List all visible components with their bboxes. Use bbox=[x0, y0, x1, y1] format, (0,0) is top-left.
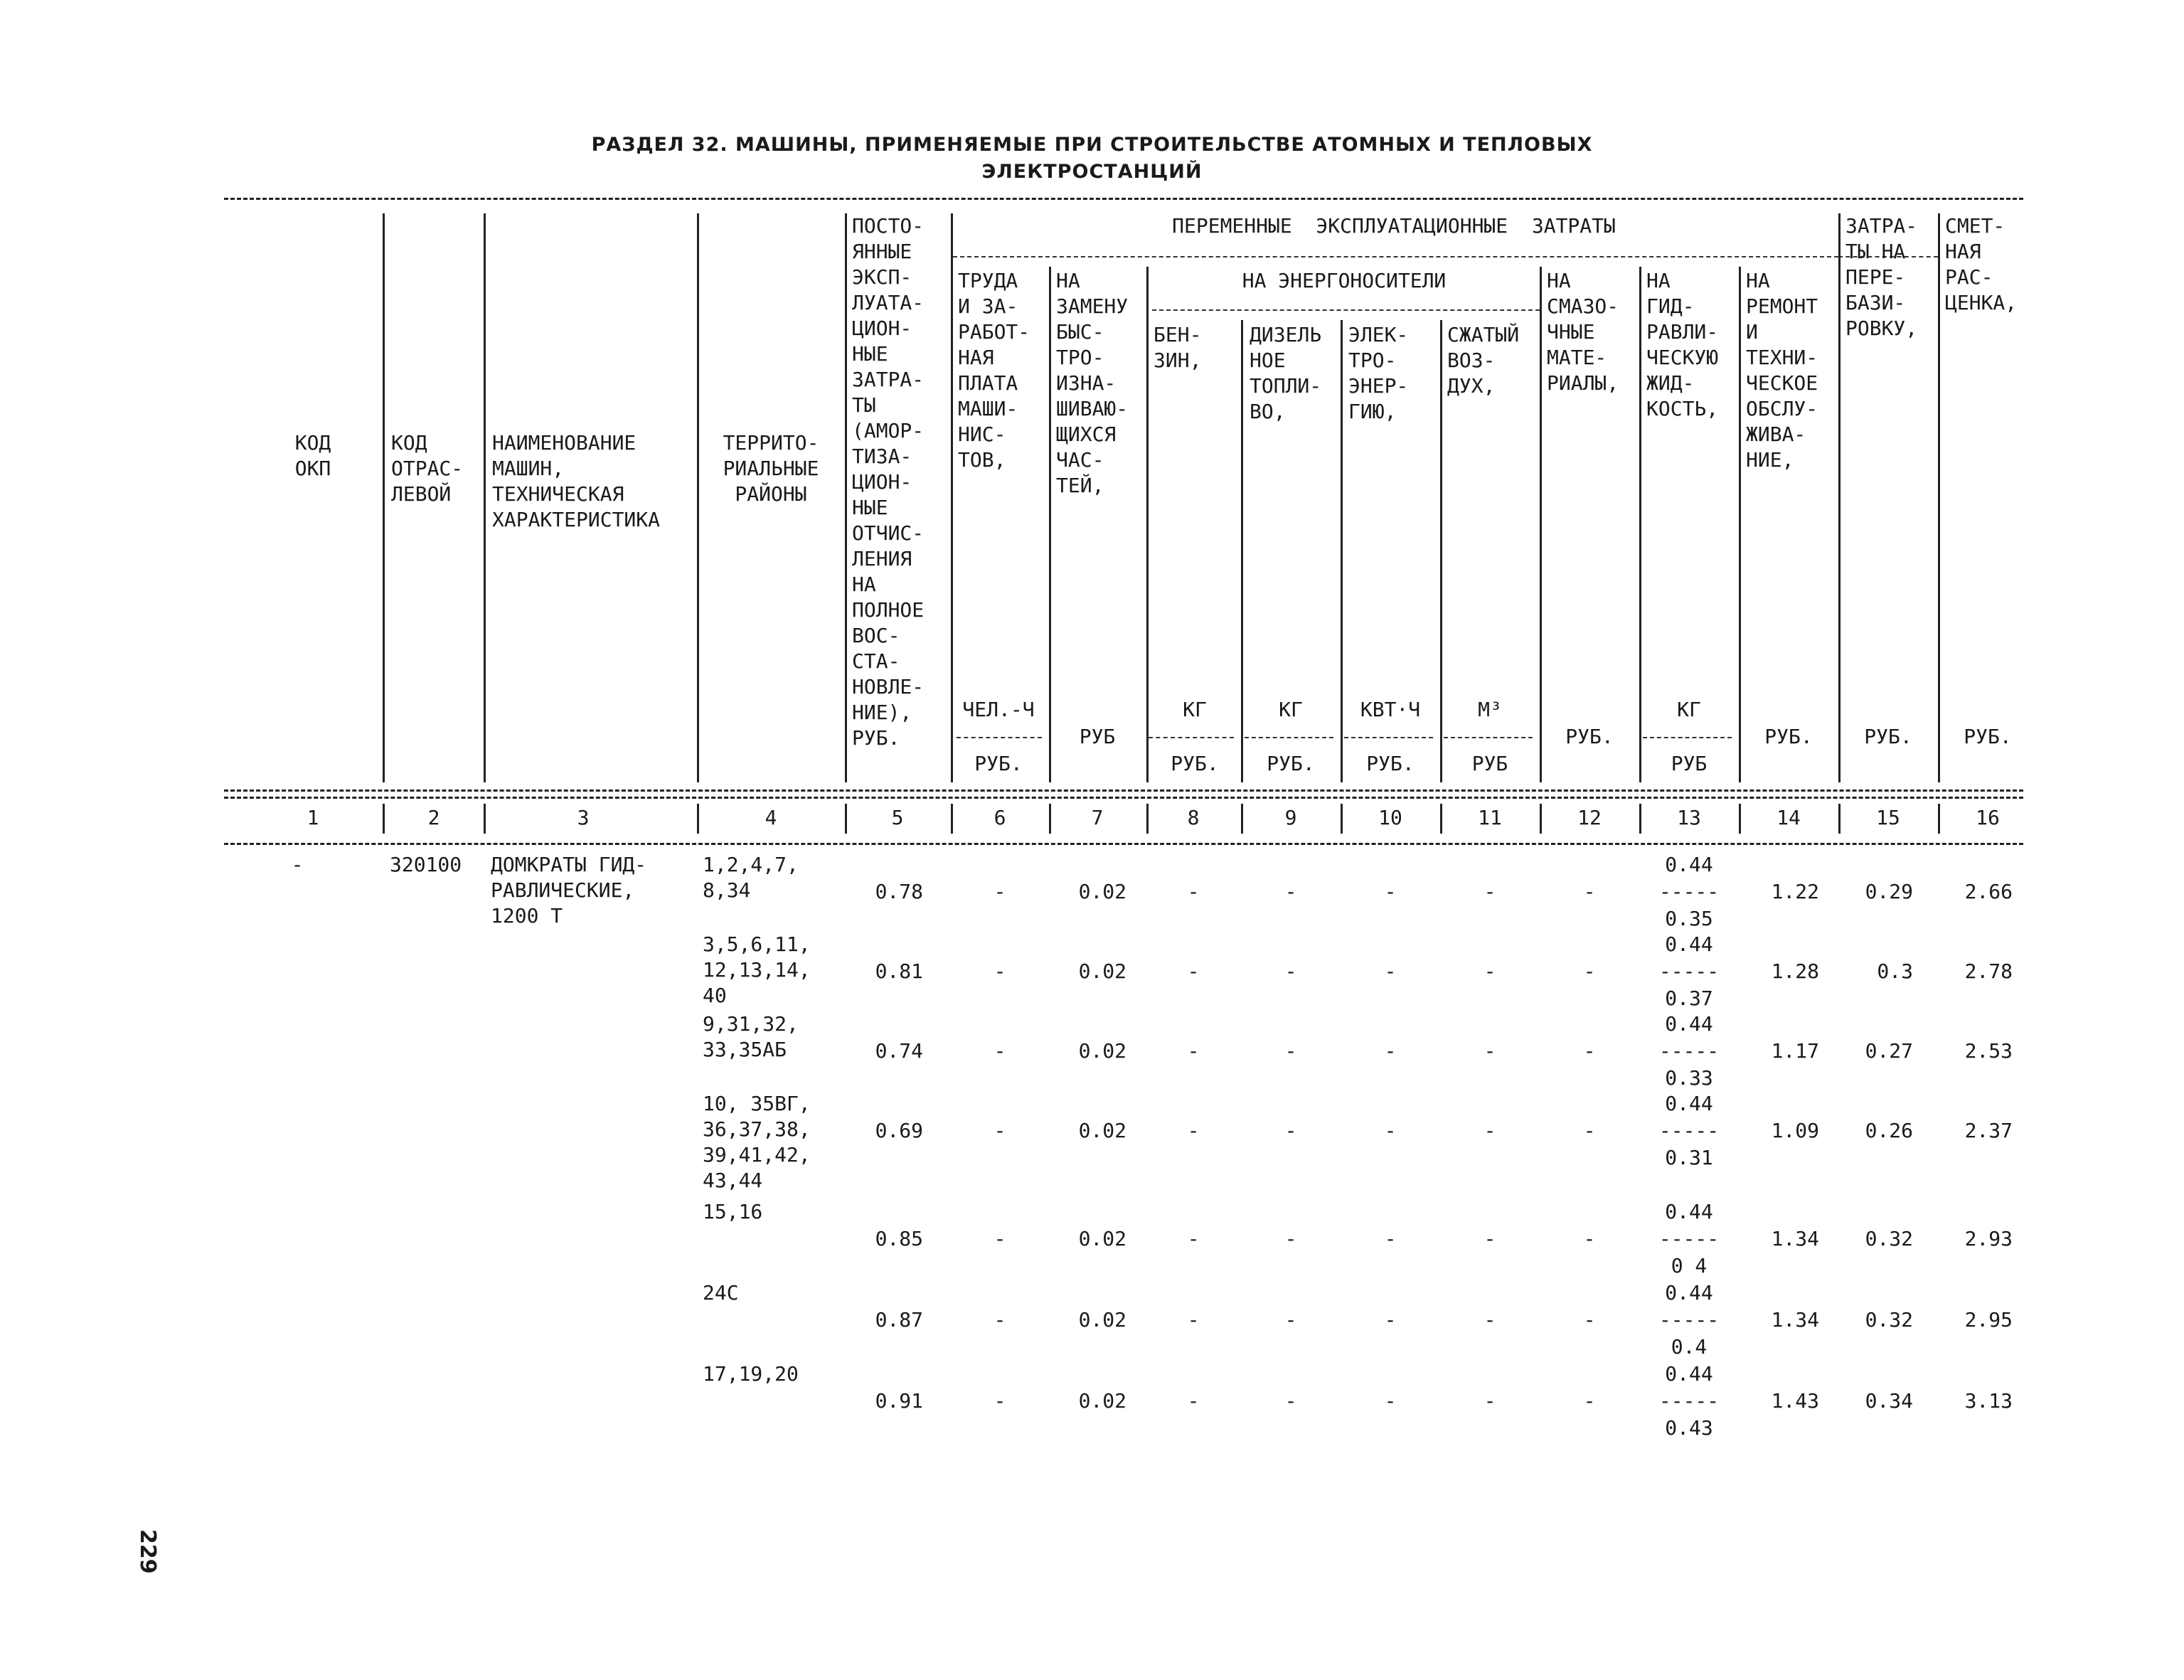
vline-numbers bbox=[1341, 804, 1343, 834]
row-trud: - bbox=[994, 1389, 1006, 1413]
row-gidr-top: 0.44 bbox=[1665, 853, 1713, 876]
row-gidr-line: ----- bbox=[1658, 1389, 1720, 1413]
row-regions: 15,16 bbox=[703, 1200, 763, 1223]
row-remont: 1.34 bbox=[1771, 1308, 1819, 1331]
row-elektro: - bbox=[1384, 959, 1397, 983]
row-zamen: 0.02 bbox=[1078, 1039, 1126, 1063]
row-post: 0.74 bbox=[875, 1039, 923, 1063]
row-vozduh: - bbox=[1483, 1119, 1496, 1142]
vline-header bbox=[1739, 267, 1741, 782]
row-gidr-top: 0.44 bbox=[1665, 1281, 1713, 1304]
unit-kg-benzin: КГ bbox=[1183, 698, 1207, 721]
unit-rub-estimate: РУБ. bbox=[1964, 725, 2012, 748]
row-diesel: - bbox=[1284, 1119, 1297, 1142]
unit-kg-hydraulic: КГ bbox=[1677, 698, 1701, 721]
row-vozduh: - bbox=[1483, 880, 1496, 903]
unit-rub-benzin: РУБ. bbox=[1171, 752, 1219, 775]
vline-numbers bbox=[1739, 804, 1741, 834]
vline-header bbox=[845, 213, 847, 782]
row-vozduh: - bbox=[1483, 1308, 1496, 1331]
row-diesel: - bbox=[1284, 959, 1297, 983]
header-parts-unit: РУБ bbox=[1079, 725, 1116, 748]
row-zamen: 0.02 bbox=[1078, 1308, 1126, 1331]
row-smet: 2.53 bbox=[1964, 1039, 2013, 1063]
column-number: 1 bbox=[307, 806, 319, 829]
vline-numbers bbox=[1540, 804, 1542, 834]
vline-numbers bbox=[1440, 804, 1442, 834]
benzin-unit-rule bbox=[1149, 737, 1234, 738]
row-gidr-bot: 0.31 bbox=[1665, 1146, 1713, 1169]
header-labor: ТРУДА И ЗА- РАБОТ- НАЯ ПЛАТА МАШИ- НИС- ТОВ, bbox=[958, 269, 1030, 472]
header-territory: ТЕРРИТО- РИАЛЬНЫЕ РАЙОНЫ bbox=[723, 431, 819, 506]
row-gidr-top: 0.44 bbox=[1665, 932, 1713, 956]
vline-header bbox=[1241, 320, 1243, 782]
section-title-line-1: РАЗДЕЛ 32. МАШИНЫ, ПРИМЕНЯЕМЫЕ ПРИ СТРОИТЕЛЬСТВЕ АТОМНЫХ И ТЕПЛОВЫХ bbox=[591, 134, 1593, 156]
energy-subrule bbox=[1152, 309, 1540, 311]
unit-rub-diesel: РУБ. bbox=[1267, 752, 1315, 775]
row-smaz: - bbox=[1583, 1039, 1596, 1063]
row-elektro: - bbox=[1384, 880, 1397, 903]
header-bottom-rule-2 bbox=[224, 797, 2023, 799]
row-zamen: 0.02 bbox=[1078, 880, 1126, 903]
row-regions: 17,19,20 bbox=[703, 1362, 799, 1386]
header-kod-otraslevoy: КОД ОТРАС- ЛЕВОЙ bbox=[391, 431, 464, 506]
vline-header bbox=[1938, 213, 1940, 782]
row-post: 0.81 bbox=[875, 959, 923, 983]
row-trud: - bbox=[994, 1039, 1006, 1063]
row-vozduh: - bbox=[1483, 1039, 1496, 1063]
row-trud: - bbox=[994, 1227, 1006, 1250]
vline-numbers bbox=[1938, 804, 1940, 834]
row-gidr-line: ----- bbox=[1658, 1039, 1720, 1063]
header-air: СЖАТЫЙ ВОЗ- ДУХ, bbox=[1447, 323, 1520, 398]
column-numbers-rule bbox=[224, 843, 2023, 845]
row-gidr-bot: 0.37 bbox=[1665, 987, 1713, 1010]
vline-numbers bbox=[951, 804, 953, 834]
header-estimate: СМЕТ- НАЯ РАС- ЦЕНКА, bbox=[1945, 214, 2018, 314]
diesel-unit-rule bbox=[1245, 737, 1333, 738]
row-pereb: 0.34 bbox=[1865, 1389, 1913, 1413]
row-zamen: 0.02 bbox=[1078, 959, 1126, 983]
row-pereb: 0.32 bbox=[1865, 1308, 1913, 1331]
row-gidr-top: 0.44 bbox=[1665, 1362, 1713, 1386]
unit-m3: М³ bbox=[1478, 698, 1502, 721]
row-gidr-line: ----- bbox=[1658, 959, 1720, 983]
header-electro: ЭЛЕК- ТРО- ЭНЕР- ГИЮ, bbox=[1348, 323, 1409, 423]
vline-numbers bbox=[845, 804, 847, 834]
row-pereb: 0.29 bbox=[1865, 880, 1913, 903]
vline-header bbox=[1341, 320, 1343, 782]
gidr-unit-rule bbox=[1643, 737, 1732, 738]
header-hydraulic-fluid: НА ГИД- РАВЛИ- ЧЕСКУЮ ЖИД- КОСТЬ, bbox=[1646, 269, 1719, 420]
row-regions: 10, 35ВГ, 36,37,38, 39,41,42, 43,44 bbox=[703, 1092, 811, 1192]
column-number: 11 bbox=[1478, 806, 1502, 829]
unit-rub-hydraulic: РУБ bbox=[1671, 752, 1708, 775]
row-vozduh: - bbox=[1483, 1227, 1496, 1250]
row-gidr-bot: 0.35 bbox=[1665, 907, 1713, 930]
row-elektro: - bbox=[1384, 1119, 1397, 1142]
elektro-unit-rule bbox=[1344, 737, 1433, 738]
unit-kvtch: КВТ·Ч bbox=[1360, 698, 1421, 721]
header-relocation: ЗАТРА- ТЫ НА ПЕРЕ- БАЗИ- РОВКУ, bbox=[1845, 214, 1918, 340]
row-gidr-line: ----- bbox=[1658, 880, 1720, 903]
row-pereb: 0.3 bbox=[1877, 959, 1913, 983]
column-number: 6 bbox=[994, 806, 1006, 829]
unit-kg-diesel: КГ bbox=[1279, 698, 1303, 721]
column-number: 10 bbox=[1378, 806, 1402, 829]
header-labor-unit-rub: РУБ. bbox=[974, 752, 1023, 775]
row-benzin: - bbox=[1187, 959, 1200, 983]
row-regions: 1,2,4,7, 8,34 bbox=[703, 853, 799, 902]
row-vozduh: - bbox=[1483, 1389, 1496, 1413]
section-title-line-2: ЭЛЕКТРОСТАНЦИЙ bbox=[981, 161, 1203, 183]
row-post: 0.78 bbox=[875, 880, 923, 903]
vline-numbers bbox=[1146, 804, 1149, 834]
row-elektro: - bbox=[1384, 1389, 1397, 1413]
vline-numbers bbox=[484, 804, 486, 834]
unit-rub-relocation: РУБ. bbox=[1864, 725, 1912, 748]
vline-header bbox=[951, 213, 953, 782]
page-number: 229 bbox=[135, 1529, 160, 1574]
row-benzin: - bbox=[1187, 1308, 1200, 1331]
column-number: 16 bbox=[1976, 806, 2000, 829]
row-post: 0.85 bbox=[875, 1227, 923, 1250]
header-kod-okp: КОД ОКП bbox=[294, 431, 331, 480]
row-post: 0.91 bbox=[875, 1389, 923, 1413]
row-zamen: 0.02 bbox=[1078, 1227, 1126, 1250]
unit-rub-air: РУБ bbox=[1471, 752, 1508, 775]
column-number: 9 bbox=[1284, 806, 1297, 829]
row-gidr-line: ----- bbox=[1658, 1308, 1720, 1331]
row-post: 0.69 bbox=[875, 1119, 923, 1142]
row-gidr-top: 0.44 bbox=[1665, 1200, 1713, 1223]
unit-rub-lubricants: РУБ. bbox=[1565, 725, 1614, 748]
row-zamen: 0.02 bbox=[1078, 1389, 1126, 1413]
vline-header bbox=[1049, 267, 1051, 782]
header-repair: НА РЕМОНТ И ТЕХНИ- ЧЕСКОЕ ОБСЛУ- ЖИВА- НИЕ, bbox=[1746, 269, 1818, 472]
row-smaz: - bbox=[1583, 880, 1596, 903]
row-remont: 1.28 bbox=[1771, 959, 1819, 983]
row-diesel: - bbox=[1284, 1039, 1297, 1063]
row-smet: 2.95 bbox=[1964, 1308, 2013, 1331]
column-number: 14 bbox=[1777, 806, 1801, 829]
header-bottom-rule bbox=[224, 790, 2023, 792]
row-remont: 1.34 bbox=[1771, 1227, 1819, 1250]
unit-rub-repair: РУБ. bbox=[1764, 725, 1813, 748]
vline-header bbox=[484, 213, 486, 782]
row-smaz: - bbox=[1583, 1227, 1596, 1250]
row-remont: 1.09 bbox=[1771, 1119, 1819, 1142]
machine-kod-otraslevoy: 320100 bbox=[390, 853, 462, 876]
row-smaz: - bbox=[1583, 1308, 1596, 1331]
row-benzin: - bbox=[1187, 1227, 1200, 1250]
vline-numbers bbox=[1241, 804, 1243, 834]
row-trud: - bbox=[994, 1308, 1006, 1331]
header-permanent-costs: ПОСТО- ЯННЫЕ ЭКСП- ЛУАТА- ЦИОН- НЫЕ ЗАТРА- ТЫ (АМОР- ТИЗА- ЦИОН- НЫЕ ОТЧИС- ЛЕНИЯ НА ПОЛНОЕ ВОС- СТА- НОВЛЕ- НИЕ), РУБ. bbox=[852, 214, 925, 750]
vline-numbers bbox=[1838, 804, 1841, 834]
vline-numbers bbox=[383, 804, 385, 834]
row-benzin: - bbox=[1187, 1039, 1200, 1063]
row-gidr-line: ----- bbox=[1658, 1227, 1720, 1250]
column-number: 3 bbox=[577, 806, 590, 829]
row-benzin: - bbox=[1187, 1389, 1200, 1413]
row-gidr-bot: 0 4 bbox=[1671, 1254, 1708, 1277]
row-smet: 2.78 bbox=[1964, 959, 2013, 983]
column-number: 13 bbox=[1677, 806, 1701, 829]
row-smet: 2.93 bbox=[1964, 1227, 2013, 1250]
row-gidr-bot: 0.43 bbox=[1665, 1416, 1713, 1440]
row-smet: 3.13 bbox=[1964, 1389, 2013, 1413]
row-regions: 24С bbox=[703, 1281, 739, 1304]
trud-unit-rule bbox=[957, 737, 1042, 738]
vozduh-unit-rule bbox=[1444, 737, 1533, 738]
row-trud: - bbox=[994, 959, 1006, 983]
row-pereb: 0.26 bbox=[1865, 1119, 1913, 1142]
table-top-rule bbox=[224, 198, 2023, 200]
column-number: 8 bbox=[1187, 806, 1200, 829]
header-name: НАИМЕНОВАНИЕ МАШИН, ТЕХНИЧЕСКАЯ ХАРАКТЕРИСТИКА bbox=[492, 431, 661, 531]
row-diesel: - bbox=[1284, 1389, 1297, 1413]
row-benzin: - bbox=[1187, 1119, 1200, 1142]
column-number: 5 bbox=[891, 806, 904, 829]
header-diesel: ДИЗЕЛЬ НОЕ ТОПЛИ- ВО, bbox=[1250, 323, 1322, 423]
row-elektro: - bbox=[1384, 1227, 1397, 1250]
header-benzin: БЕН- ЗИН, bbox=[1154, 323, 1202, 372]
header-variable-costs: ПЕРЕМЕННЫЕ ЭКСПЛУАТАЦИОННЫЕ ЗАТРАТЫ bbox=[1172, 214, 1616, 238]
row-gidr-bot: 0.4 bbox=[1671, 1335, 1708, 1359]
column-number: 7 bbox=[1091, 806, 1104, 829]
row-pereb: 0.27 bbox=[1865, 1039, 1913, 1063]
vline-header bbox=[697, 213, 699, 782]
column-number: 4 bbox=[765, 806, 777, 829]
header-lubricants: НА СМАЗО- ЧНЫЕ МАТЕ- РИАЛЫ, bbox=[1547, 269, 1619, 395]
vline-numbers bbox=[697, 804, 699, 834]
header-parts-replacement: НА ЗАМЕНУ БЫС- ТРО- ИЗНА- ШИВАЮ- ЩИХСЯ ЧАС- ТЕЙ, bbox=[1056, 269, 1129, 497]
machine-name: ДОМКРАТЫ ГИД- РАВЛИЧЕСКИЕ, 1200 Т bbox=[491, 853, 647, 927]
row-smaz: - bbox=[1583, 959, 1596, 983]
row-trud: - bbox=[994, 880, 1006, 903]
row-elektro: - bbox=[1384, 1308, 1397, 1331]
row-regions: 9,31,32, 33,35АБ bbox=[703, 1012, 799, 1061]
machine-kod-okp: - bbox=[291, 853, 304, 876]
row-gidr-bot: 0.33 bbox=[1665, 1066, 1713, 1090]
row-smet: 2.37 bbox=[1964, 1119, 2013, 1142]
row-benzin: - bbox=[1187, 880, 1200, 903]
row-smaz: - bbox=[1583, 1119, 1596, 1142]
row-gidr-line: ----- bbox=[1658, 1119, 1720, 1142]
row-gidr-top: 0.44 bbox=[1665, 1012, 1713, 1036]
column-number: 2 bbox=[427, 806, 440, 829]
vline-header bbox=[1639, 267, 1641, 782]
row-zamen: 0.02 bbox=[1078, 1119, 1126, 1142]
row-diesel: - bbox=[1284, 1308, 1297, 1331]
row-post: 0.87 bbox=[875, 1308, 923, 1331]
row-diesel: - bbox=[1284, 880, 1297, 903]
row-diesel: - bbox=[1284, 1227, 1297, 1250]
row-gidr-top: 0.44 bbox=[1665, 1092, 1713, 1115]
row-remont: 1.22 bbox=[1771, 880, 1819, 903]
row-trud: - bbox=[994, 1119, 1006, 1142]
row-regions: 3,5,6,11, 12,13,14, 40 bbox=[703, 932, 811, 1007]
column-number: 12 bbox=[1577, 806, 1602, 829]
row-remont: 1.17 bbox=[1771, 1039, 1819, 1063]
row-elektro: - bbox=[1384, 1039, 1397, 1063]
variable-costs-subrule bbox=[953, 256, 1838, 257]
vline-numbers bbox=[1049, 804, 1051, 834]
row-pereb: 0.32 bbox=[1865, 1227, 1913, 1250]
vline-header bbox=[383, 213, 385, 782]
header-labor-unit: ЧЕЛ.-Ч bbox=[962, 698, 1035, 721]
row-smaz: - bbox=[1583, 1389, 1596, 1413]
vline-header bbox=[1440, 320, 1442, 782]
row-smet: 2.66 bbox=[1964, 880, 2013, 903]
vline-numbers bbox=[1639, 804, 1641, 834]
vline-header bbox=[1146, 267, 1149, 782]
unit-rub-electro: РУБ. bbox=[1366, 752, 1415, 775]
vline-header bbox=[1540, 267, 1542, 782]
row-vozduh: - bbox=[1483, 959, 1496, 983]
row-remont: 1.43 bbox=[1771, 1389, 1819, 1413]
vline-header bbox=[1838, 213, 1841, 782]
header-energy: НА ЭНЕРГОНОСИТЕЛИ bbox=[1242, 269, 1447, 292]
column-number: 15 bbox=[1876, 806, 1900, 829]
